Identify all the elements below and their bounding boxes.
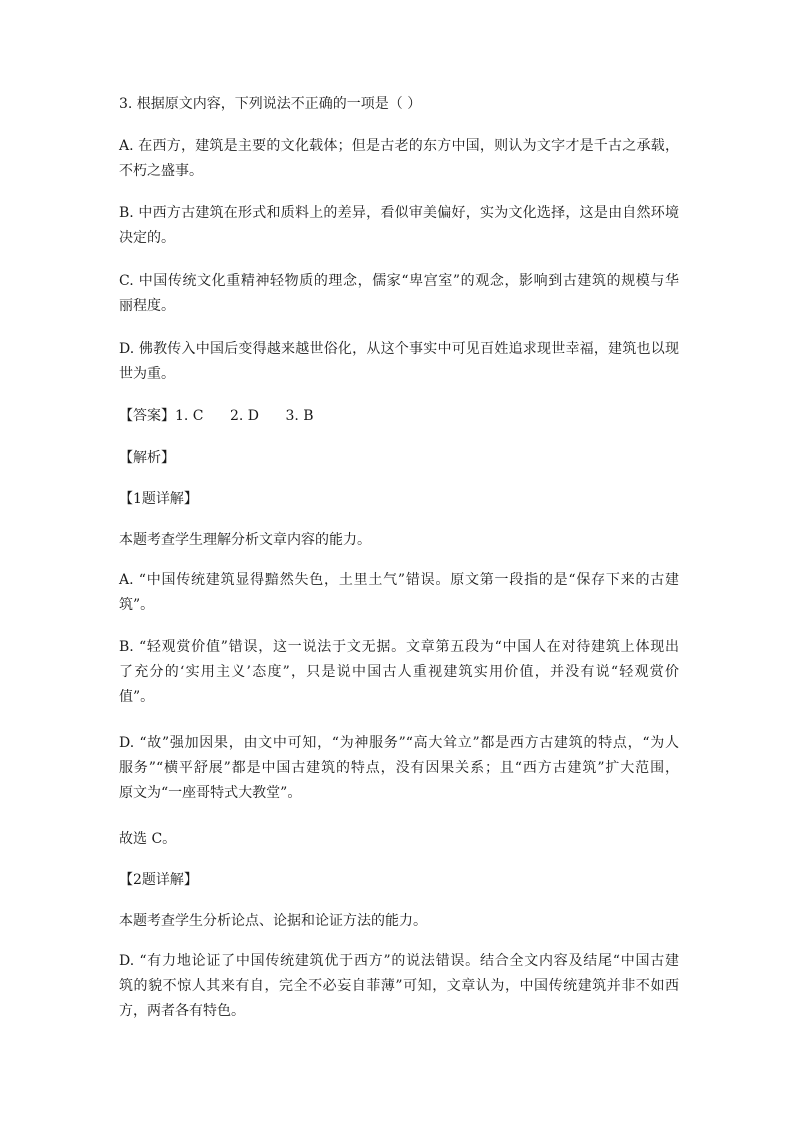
point-b-line-3: 值”。: [119, 689, 155, 705]
option-d: [119, 337, 679, 387]
point-d-line-1: D. “故”强加因果，由文中可知，“为神服务”“高大耸立”都是西方古建筑的特点，“为人: [119, 735, 679, 751]
detail-1-point-a: [119, 568, 679, 618]
detail-2-point-d-line-1: D. “有力地论证了中国传统建筑优于西方”的说法错误。结合全文内容及结尾“中国古建: [119, 953, 679, 969]
detail-1-conclusion: 故选 C。: [119, 831, 177, 847]
answer-item-1: 1. C: [175, 408, 204, 424]
detail-2-intro: 本题考查学生分析论点、论据和论证方法的能力。: [119, 913, 427, 929]
option-d-line-1: D. 佛教传入中国后变得越来越世俗化，从这个事实中可见百姓追求现世幸福，建筑也以现: [119, 341, 679, 357]
detail-2-point-d: [119, 949, 679, 1024]
answer-row: [119, 404, 679, 429]
point-a-line-1: A. “中国传统建筑显得黯然失色，土里土气”错误。原文第一段指的是“保存下来的古建: [119, 572, 679, 588]
point-d-line-2: 服务”“横平舒展”都是中国古建筑的特点，没有因果关系；且“西方古建筑”扩大范围，: [119, 760, 679, 776]
option-b-line-1: B. 中西方古建筑在形式和质料上的差异，看似审美偏好，实为文化选择，这是由自然环境: [119, 205, 679, 221]
detail-2-point-d-line-2: 筑的貌不惊人其来有自，完全不必妄自菲薄”可知，文章认为，中国传统建筑并非不如西: [119, 978, 679, 994]
answer-item-3: 3. B: [285, 408, 314, 424]
point-b-line-1: B. “轻观赏价值”错误，这一说法于文无据。文章第五段为“中国人在对待建筑上体现出: [119, 639, 679, 655]
detail-1-point-d: [119, 731, 679, 806]
answer-item-2: 2. D: [229, 408, 260, 424]
question-stem-text: 3. 根据原文内容，下列说法不正确的一项是（ ）: [119, 96, 422, 112]
option-c-line-1: C. 中国传统文化重精神轻物质的理念，儒家“卑宫室”的观念，影响到古建筑的规模与华: [119, 273, 679, 289]
option-c-line-2: 丽程度。: [119, 298, 175, 314]
detail-1-intro: 本题考查学生理解分析文章内容的能力。: [119, 532, 371, 548]
option-d-line-2: 世为重。: [119, 366, 175, 382]
option-b-line-2: 决定的。: [119, 230, 175, 246]
detail-1-heading: 【1题详解】: [119, 491, 198, 507]
option-a-line-2: 不朽之盛事。: [119, 163, 203, 179]
option-a-line-1: A. 在西方，建筑是主要的文化载体；但是古老的东方中国，则认为文字才是千古之承载，: [119, 138, 679, 154]
detail-1-point-b: [119, 635, 679, 710]
point-a-line-2: 筑”。: [119, 597, 155, 613]
detail-2-heading: 【2题详解】: [119, 872, 198, 888]
option-a: [119, 134, 679, 184]
point-b-line-2: 了充分的‘实用主义’态度”，只是说中国古人重视建筑实用价值，并没有说“轻观赏价: [119, 664, 679, 680]
question-3-stem: [119, 92, 679, 117]
option-b: [119, 201, 679, 251]
answer-label: 【答案】: [119, 408, 175, 424]
point-d-line-3: 原文为“一座哥特式大教堂”。: [119, 785, 302, 801]
detail-2-point-d-line-3: 方，两者各有特色。: [119, 1003, 245, 1019]
analysis-label: 【解析】: [119, 450, 175, 466]
option-c: [119, 269, 679, 319]
